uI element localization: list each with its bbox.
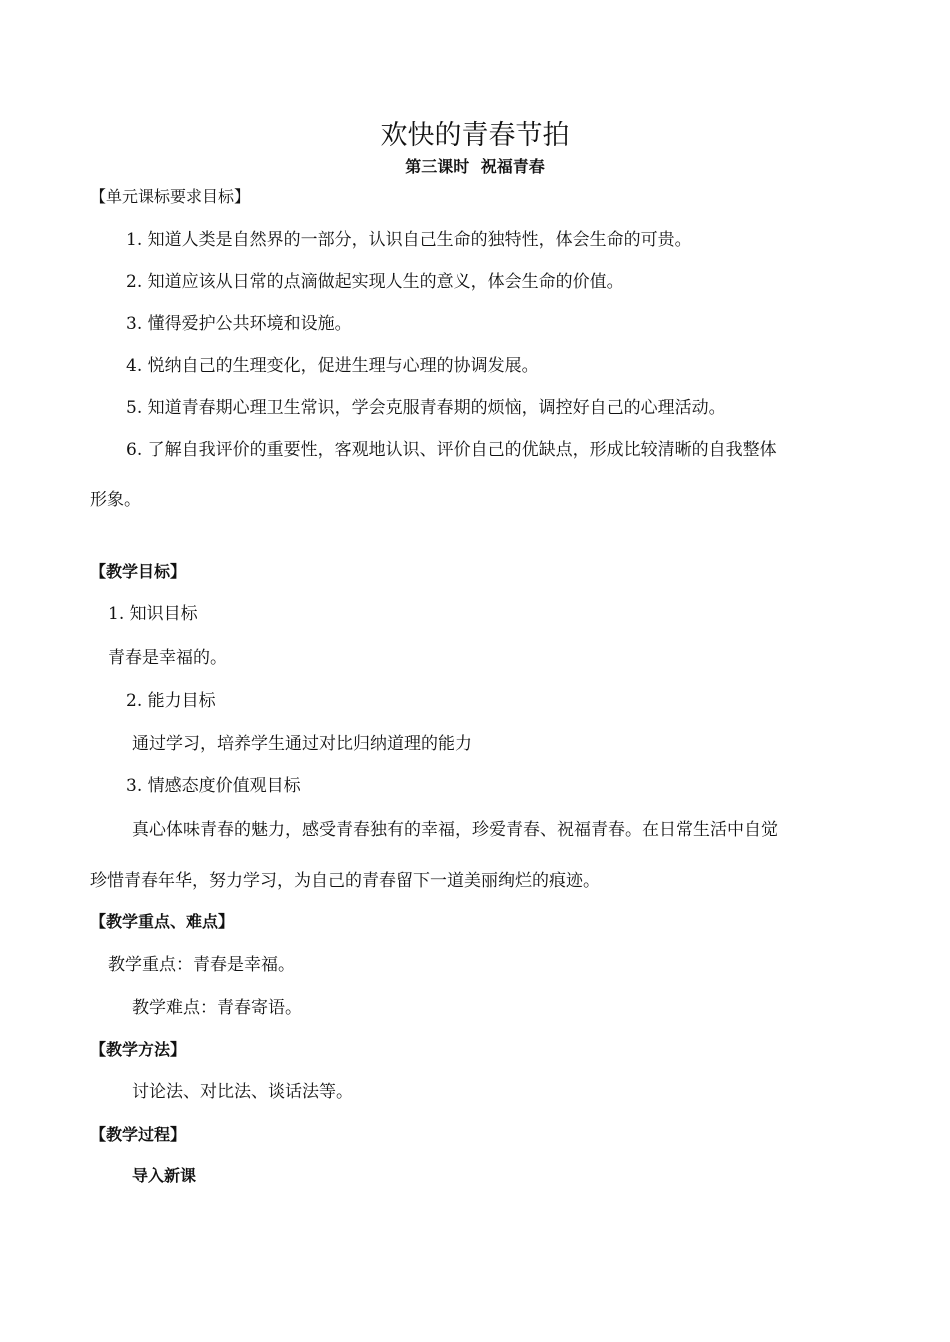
teaching-goals-heading: 【教学目标】 bbox=[90, 562, 187, 581]
emotion-goal-label: 3. 情感态度价值观目标 bbox=[126, 776, 301, 796]
unit-goals-heading: 【单元课标要求目标】 bbox=[90, 187, 251, 206]
process-intro: 导入新课 bbox=[132, 1166, 197, 1185]
document-subtitle: 第三课时 祝福青春 bbox=[405, 157, 545, 176]
unit-goal-item-4: 4. 悦纳自己的生理变化，促进生理与心理的协调发展。 bbox=[126, 356, 539, 376]
teaching-difficulty: 教学难点：青春寄语。 bbox=[132, 998, 302, 1018]
ability-goal-label: 2. 能力目标 bbox=[126, 691, 216, 711]
unit-goal-item-5: 5. 知道青春期心理卫生常识，学会克服青春期的烦恼，调控好自己的心理活动。 bbox=[126, 398, 726, 418]
methods-heading: 【教学方法】 bbox=[90, 1040, 187, 1059]
unit-goal-item-2: 2. 知道应该从日常的点滴做起实现人生的意义，体会生命的价值。 bbox=[126, 272, 624, 292]
ability-goal-text: 通过学习，培养学生通过对比归纳道理的能力 bbox=[132, 734, 472, 754]
unit-goal-item-1: 1. 知道人类是自然界的一部分，认识自己生命的独特性，体会生命的可贵。 bbox=[126, 230, 692, 250]
emotion-goal-text-line-2: 珍惜青春年华，努力学习，为自己的青春留下一道美丽绚烂的痕迹。 bbox=[90, 871, 600, 891]
unit-goal-item-3: 3. 懂得爱护公共环境和设施。 bbox=[126, 314, 352, 334]
document-title: 欢快的青春节拍 bbox=[380, 120, 570, 151]
knowledge-goal-label: 1. 知识目标 bbox=[108, 604, 198, 624]
knowledge-goal-text: 青春是幸福的。 bbox=[108, 648, 227, 668]
unit-goal-item-6: 6. 了解自我评价的重要性，客观地认识、评价自己的优缺点，形成比较清晰的自我整体 bbox=[126, 440, 777, 460]
process-heading: 【教学过程】 bbox=[90, 1125, 187, 1144]
unit-goal-item-6-continued: 形象。 bbox=[90, 490, 141, 510]
emotion-goal-text-line-1: 真心体味青春的魅力，感受青春独有的幸福，珍爱青春、祝福青春。在日常生活中自觉 bbox=[132, 820, 778, 840]
methods-text: 讨论法、对比法、谈话法等。 bbox=[132, 1082, 353, 1102]
key-points-heading: 【教学重点、难点】 bbox=[90, 912, 235, 931]
teaching-focus: 教学重点：青春是幸福。 bbox=[108, 955, 295, 975]
